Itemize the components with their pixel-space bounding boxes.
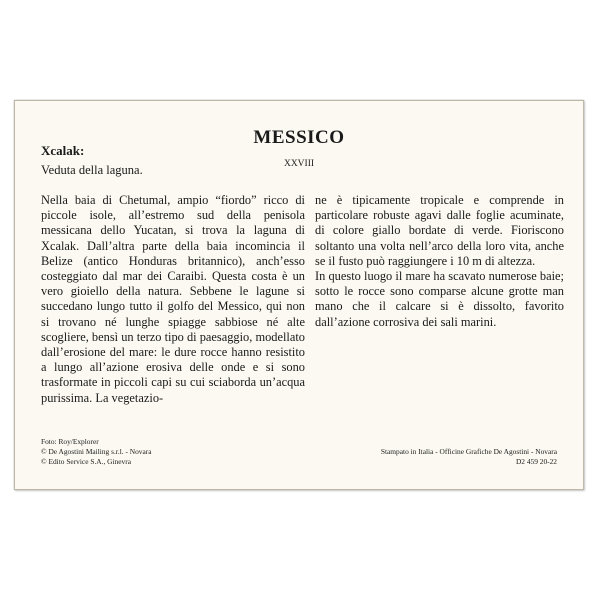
body-paragraph: Nella baia di Chetumal, ampio “fiordo” ricco di piccole isole, all’estremo sud della penisola messicana dello Yucatan, si trova la laguna di Xcalak. Dall’altra parte della baia incomincia il Belize (antico Honduras britannico), anch’esso costeggiato dal mar dei Caraibi. Questa costa è un vero gioiello della natura. Sebbene le lagune si succedano lungo tutto il golfo del Messico, qui non si trovano né lunghe spiagge sabbiose né alte scogliere, bensì un terzo tipo di paesaggio, modellato dall’erosione del mare: le dure rocce hanno resistito a lungo all’azione erosiva delle onde e si sono trasformate in piccoli capi su cui sciaborda un’acqua purissima. La vegetazio- [41, 193, 305, 405]
body-column-right [315, 193, 564, 330]
printer-line: Stampato in Italia - Officine Grafiche De Agostini - Novara [380, 447, 557, 456]
card-title: MESSICO [253, 127, 345, 148]
colophon-left [41, 437, 152, 467]
copyright-line: © Edito Service S.A., Ginevra [41, 457, 131, 466]
colophon-right [381, 437, 557, 467]
copyright-line: © De Agostini Mailing s.r.l. - Novara [41, 447, 152, 456]
postcard-back [14, 100, 584, 490]
body-column-left [41, 193, 305, 406]
card-number: XXVIII [283, 159, 315, 169]
body-paragraph: ne è tipicamente tropicale e comprende in particolare robuste agavi dalle foglie acuminate, di colore giallo bordate di verde. Fioriscono soltanto una volta nell’arco della loro vita, anche se il fusto può raggiungere i 10 m di altezza. [315, 193, 564, 268]
body-paragraph: In questo luogo il mare ha scavato numerose baie; sotto le rocce sono comparse alcune grotte man mano che il calcare si è dissolto, favorito dall’azione corrosiva dei sali marini. [315, 269, 564, 329]
colophon-spacer [381, 437, 557, 447]
place-name: Xcalak: [41, 143, 85, 158]
card-subtitle: Veduta della laguna. [41, 163, 143, 177]
catalog-code: D2 459 20-22 [515, 457, 557, 466]
photo-credit: Foto: Roy/Explorer [41, 437, 99, 446]
